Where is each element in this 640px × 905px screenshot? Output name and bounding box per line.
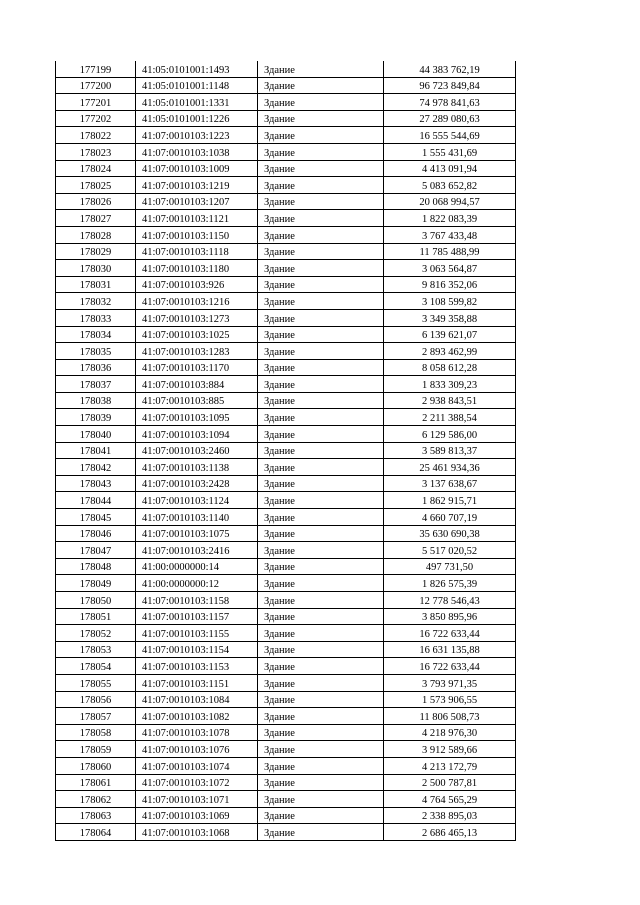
cadastral-number-cell: 41:05:0101001:1226 — [136, 110, 258, 127]
row-number-cell: 178032 — [56, 293, 136, 310]
cadastral-number-cell: 41:07:0010103:2428 — [136, 475, 258, 492]
cadastral-value-cell: 96 723 849,84 — [384, 77, 516, 94]
cadastral-value-cell: 4 413 091,94 — [384, 160, 516, 177]
cadastral-value-cell: 1 826 575,39 — [384, 575, 516, 592]
object-type-cell: Здание — [258, 741, 384, 758]
cadastral-number-cell: 41:00:0000000:14 — [136, 558, 258, 575]
object-type-cell: Здание — [258, 492, 384, 509]
row-number-cell: 177199 — [56, 61, 136, 77]
object-type-cell: Здание — [258, 774, 384, 791]
object-type-cell: Здание — [258, 343, 384, 360]
table-row — [56, 542, 516, 559]
object-type-cell: Здание — [258, 110, 384, 127]
object-type-cell: Здание — [258, 658, 384, 675]
cadastral-number-cell: 41:05:0101001:1493 — [136, 61, 258, 77]
cadastral-number-cell: 41:07:0010103:1076 — [136, 741, 258, 758]
table-row — [56, 343, 516, 360]
cadastral-value-cell: 3 137 638,67 — [384, 475, 516, 492]
cadastral-value-cell: 3 850 895,96 — [384, 608, 516, 625]
table-row — [56, 160, 516, 177]
object-type-cell: Здание — [258, 210, 384, 227]
table-row — [56, 774, 516, 791]
cadastral-value-cell: 2 938 843,51 — [384, 392, 516, 409]
table-row — [56, 193, 516, 210]
row-number-cell: 177201 — [56, 94, 136, 111]
object-type-cell: Здание — [258, 359, 384, 376]
table-row — [56, 658, 516, 675]
object-type-cell: Здание — [258, 293, 384, 310]
object-type-cell: Здание — [258, 691, 384, 708]
row-number-cell: 178063 — [56, 807, 136, 824]
cadastral-value-cell: 74 978 841,63 — [384, 94, 516, 111]
row-number-cell: 178061 — [56, 774, 136, 791]
row-number-cell: 178022 — [56, 127, 136, 144]
object-type-cell: Здание — [258, 558, 384, 575]
table-row — [56, 442, 516, 459]
row-number-cell: 178044 — [56, 492, 136, 509]
row-number-cell: 178041 — [56, 442, 136, 459]
cadastral-value-cell: 9 816 352,06 — [384, 276, 516, 293]
cadastral-value-table — [55, 61, 516, 841]
cadastral-number-cell: 41:07:0010103:1216 — [136, 293, 258, 310]
object-type-cell: Здание — [258, 708, 384, 725]
row-number-cell: 178062 — [56, 791, 136, 808]
row-number-cell: 178029 — [56, 243, 136, 260]
cadastral-value-cell: 5 083 652,82 — [384, 177, 516, 194]
row-number-cell: 178033 — [56, 309, 136, 326]
row-number-cell: 178056 — [56, 691, 136, 708]
table-row — [56, 509, 516, 526]
row-number-cell: 178042 — [56, 459, 136, 476]
table-row — [56, 741, 516, 758]
object-type-cell: Здание — [258, 608, 384, 625]
cadastral-number-cell: 41:07:0010103:1219 — [136, 177, 258, 194]
row-number-cell: 177202 — [56, 110, 136, 127]
cadastral-value-cell: 1 555 431,69 — [384, 143, 516, 160]
row-number-cell: 178046 — [56, 525, 136, 542]
cadastral-value-cell: 16 722 633,44 — [384, 658, 516, 675]
table-row — [56, 708, 516, 725]
object-type-cell: Здание — [258, 592, 384, 609]
cadastral-number-cell: 41:07:0010103:1151 — [136, 674, 258, 691]
row-number-cell: 178049 — [56, 575, 136, 592]
table-row — [56, 641, 516, 658]
row-number-cell: 178064 — [56, 824, 136, 841]
cadastral-number-cell: 41:07:0010103:1155 — [136, 625, 258, 642]
cadastral-number-cell: 41:07:0010103:885 — [136, 392, 258, 409]
cadastral-number-cell: 41:07:0010103:1207 — [136, 193, 258, 210]
cadastral-number-cell: 41:07:0010103:1071 — [136, 791, 258, 808]
cadastral-number-cell: 41:07:0010103:1084 — [136, 691, 258, 708]
cadastral-value-cell: 35 630 690,38 — [384, 525, 516, 542]
cadastral-number-cell: 41:07:0010103:1038 — [136, 143, 258, 160]
object-type-cell: Здание — [258, 824, 384, 841]
table-row — [56, 807, 516, 824]
cadastral-value-cell: 3 912 589,66 — [384, 741, 516, 758]
cadastral-number-cell: 41:07:0010103:884 — [136, 376, 258, 393]
cadastral-number-cell: 41:07:0010103:1154 — [136, 641, 258, 658]
cadastral-value-cell: 16 631 135,88 — [384, 641, 516, 658]
table-row — [56, 359, 516, 376]
object-type-cell: Здание — [258, 409, 384, 426]
row-number-cell: 178048 — [56, 558, 136, 575]
row-number-cell: 178023 — [56, 143, 136, 160]
cadastral-value-cell: 3 793 971,35 — [384, 674, 516, 691]
table-row — [56, 592, 516, 609]
row-number-cell: 178037 — [56, 376, 136, 393]
cadastral-value-cell: 5 517 020,52 — [384, 542, 516, 559]
object-type-cell: Здание — [258, 575, 384, 592]
row-number-cell: 178039 — [56, 409, 136, 426]
object-type-cell: Здание — [258, 326, 384, 343]
cadastral-number-cell: 41:07:0010103:1157 — [136, 608, 258, 625]
object-type-cell: Здание — [258, 243, 384, 260]
object-type-cell: Здание — [258, 791, 384, 808]
cadastral-value-cell: 2 338 895,03 — [384, 807, 516, 824]
cadastral-value-cell: 11 806 508,73 — [384, 708, 516, 725]
table-row — [56, 475, 516, 492]
cadastral-number-cell: 41:07:0010103:1223 — [136, 127, 258, 144]
cadastral-value-cell: 20 068 994,57 — [384, 193, 516, 210]
cadastral-value-cell: 11 785 488,99 — [384, 243, 516, 260]
table-row — [56, 143, 516, 160]
object-type-cell: Здание — [258, 807, 384, 824]
object-type-cell: Здание — [258, 94, 384, 111]
cadastral-value-cell: 4 218 976,30 — [384, 724, 516, 741]
table-row — [56, 226, 516, 243]
cadastral-number-cell: 41:07:0010103:1150 — [136, 226, 258, 243]
table-row — [56, 426, 516, 443]
object-type-cell: Здание — [258, 392, 384, 409]
table-row — [56, 724, 516, 741]
row-number-cell: 178051 — [56, 608, 136, 625]
cadastral-number-cell: 41:07:0010103:1095 — [136, 409, 258, 426]
cadastral-number-cell: 41:07:0010103:1082 — [136, 708, 258, 725]
object-type-cell: Здание — [258, 77, 384, 94]
table-row — [56, 210, 516, 227]
object-type-cell: Здание — [258, 475, 384, 492]
cadastral-value-cell: 2 893 462,99 — [384, 343, 516, 360]
object-type-cell: Здание — [258, 309, 384, 326]
row-number-cell: 178030 — [56, 260, 136, 277]
cadastral-value-cell: 6 139 621,07 — [384, 326, 516, 343]
object-type-cell: Здание — [258, 160, 384, 177]
cadastral-value-cell: 25 461 934,36 — [384, 459, 516, 476]
cadastral-value-cell: 44 383 762,19 — [384, 61, 516, 77]
cadastral-value-cell: 6 129 586,00 — [384, 426, 516, 443]
cadastral-number-cell: 41:05:0101001:1331 — [136, 94, 258, 111]
object-type-cell: Здание — [258, 459, 384, 476]
cadastral-value-cell: 1 833 309,23 — [384, 376, 516, 393]
cadastral-value-cell: 12 778 546,43 — [384, 592, 516, 609]
object-type-cell: Здание — [258, 143, 384, 160]
cadastral-number-cell: 41:07:0010103:1072 — [136, 774, 258, 791]
object-type-cell: Здание — [258, 376, 384, 393]
cadastral-value-cell: 2 211 388,54 — [384, 409, 516, 426]
cadastral-number-cell: 41:07:0010103:1283 — [136, 343, 258, 360]
cadastral-value-cell: 3 063 564,87 — [384, 260, 516, 277]
cadastral-number-cell: 41:07:0010103:1074 — [136, 757, 258, 774]
cadastral-number-cell: 41:07:0010103:1158 — [136, 592, 258, 609]
row-number-cell: 178045 — [56, 509, 136, 526]
cadastral-number-cell: 41:07:0010103:1138 — [136, 459, 258, 476]
table-row — [56, 625, 516, 642]
table-row — [56, 459, 516, 476]
object-type-cell: Здание — [258, 509, 384, 526]
cadastral-value-cell: 497 731,50 — [384, 558, 516, 575]
object-type-cell: Здание — [258, 127, 384, 144]
object-type-cell: Здание — [258, 260, 384, 277]
table-row — [56, 791, 516, 808]
cadastral-number-cell: 41:07:0010103:1124 — [136, 492, 258, 509]
table-row — [56, 260, 516, 277]
cadastral-number-cell: 41:00:0000000:12 — [136, 575, 258, 592]
object-type-cell: Здание — [258, 641, 384, 658]
table-row — [56, 326, 516, 343]
object-type-cell: Здание — [258, 276, 384, 293]
cadastral-number-cell: 41:05:0101001:1148 — [136, 77, 258, 94]
table-row — [56, 691, 516, 708]
table-row — [56, 110, 516, 127]
table-row — [56, 392, 516, 409]
cadastral-number-cell: 41:07:0010103:1121 — [136, 210, 258, 227]
cadastral-value-cell: 1 822 083,39 — [384, 210, 516, 227]
table-row — [56, 61, 516, 77]
table-row — [56, 757, 516, 774]
cadastral-number-cell: 41:07:0010103:1068 — [136, 824, 258, 841]
row-number-cell: 178034 — [56, 326, 136, 343]
cadastral-number-cell: 41:07:0010103:1009 — [136, 160, 258, 177]
cadastral-number-cell: 41:07:0010103:1170 — [136, 359, 258, 376]
cadastral-value-cell: 3 108 599,82 — [384, 293, 516, 310]
cadastral-value-cell: 3 767 433,48 — [384, 226, 516, 243]
cadastral-number-cell: 41:07:0010103:1094 — [136, 426, 258, 443]
cadastral-number-cell: 41:07:0010103:1075 — [136, 525, 258, 542]
object-type-cell: Здание — [258, 674, 384, 691]
table-row — [56, 492, 516, 509]
row-number-cell: 178026 — [56, 193, 136, 210]
row-number-cell: 178038 — [56, 392, 136, 409]
cadastral-number-cell: 41:07:0010103:2460 — [136, 442, 258, 459]
table-row — [56, 608, 516, 625]
object-type-cell: Здание — [258, 426, 384, 443]
cadastral-number-cell: 41:07:0010103:2416 — [136, 542, 258, 559]
cadastral-number-cell: 41:07:0010103:1025 — [136, 326, 258, 343]
cadastral-value-cell: 2 686 465,13 — [384, 824, 516, 841]
cadastral-value-cell: 4 764 565,29 — [384, 791, 516, 808]
object-type-cell: Здание — [258, 525, 384, 542]
object-type-cell: Здание — [258, 226, 384, 243]
cadastral-value-cell: 3 589 813,37 — [384, 442, 516, 459]
table-row — [56, 674, 516, 691]
table-row — [56, 409, 516, 426]
cadastral-number-cell: 41:07:0010103:1153 — [136, 658, 258, 675]
table-row — [56, 376, 516, 393]
cadastral-number-cell: 41:07:0010103:1118 — [136, 243, 258, 260]
row-number-cell: 178040 — [56, 426, 136, 443]
cadastral-value-cell: 16 555 544,69 — [384, 127, 516, 144]
object-type-cell: Здание — [258, 177, 384, 194]
row-number-cell: 178055 — [56, 674, 136, 691]
cadastral-number-cell: 41:07:0010103:1140 — [136, 509, 258, 526]
table-row — [56, 293, 516, 310]
table-row — [56, 177, 516, 194]
table-body — [56, 61, 516, 840]
cadastral-number-cell: 41:07:0010103:1078 — [136, 724, 258, 741]
row-number-cell: 178053 — [56, 641, 136, 658]
row-number-cell: 178028 — [56, 226, 136, 243]
object-type-cell: Здание — [258, 193, 384, 210]
object-type-cell: Здание — [258, 757, 384, 774]
table-row — [56, 127, 516, 144]
row-number-cell: 178060 — [56, 757, 136, 774]
cadastral-value-cell: 4 213 172,79 — [384, 757, 516, 774]
cadastral-value-cell: 4 660 707,19 — [384, 509, 516, 526]
row-number-cell: 178052 — [56, 625, 136, 642]
table-row — [56, 525, 516, 542]
table-row — [56, 94, 516, 111]
cadastral-value-cell: 8 058 612,28 — [384, 359, 516, 376]
object-type-cell: Здание — [258, 542, 384, 559]
row-number-cell: 178027 — [56, 210, 136, 227]
object-type-cell: Здание — [258, 61, 384, 77]
cadastral-value-cell: 16 722 633,44 — [384, 625, 516, 642]
table-row — [56, 243, 516, 260]
row-number-cell: 178043 — [56, 475, 136, 492]
object-type-cell: Здание — [258, 442, 384, 459]
cadastral-value-cell: 3 349 358,88 — [384, 309, 516, 326]
table-row — [56, 558, 516, 575]
cadastral-number-cell: 41:07:0010103:926 — [136, 276, 258, 293]
table-row — [56, 309, 516, 326]
table-row — [56, 77, 516, 94]
row-number-cell: 178024 — [56, 160, 136, 177]
table-row — [56, 575, 516, 592]
row-number-cell: 178057 — [56, 708, 136, 725]
row-number-cell: 178054 — [56, 658, 136, 675]
object-type-cell: Здание — [258, 724, 384, 741]
row-number-cell: 178050 — [56, 592, 136, 609]
object-type-cell: Здание — [258, 625, 384, 642]
table-row — [56, 276, 516, 293]
row-number-cell: 178058 — [56, 724, 136, 741]
row-number-cell: 178036 — [56, 359, 136, 376]
row-number-cell: 178025 — [56, 177, 136, 194]
cadastral-number-cell: 41:07:0010103:1273 — [136, 309, 258, 326]
cadastral-value-cell: 27 289 080,63 — [384, 110, 516, 127]
row-number-cell: 177200 — [56, 77, 136, 94]
cadastral-value-cell: 1 573 906,55 — [384, 691, 516, 708]
cadastral-number-cell: 41:07:0010103:1180 — [136, 260, 258, 277]
row-number-cell: 178047 — [56, 542, 136, 559]
row-number-cell: 178031 — [56, 276, 136, 293]
cadastral-value-cell: 1 862 915,71 — [384, 492, 516, 509]
table-row — [56, 824, 516, 841]
row-number-cell: 178035 — [56, 343, 136, 360]
cadastral-value-cell: 2 500 787,81 — [384, 774, 516, 791]
row-number-cell: 178059 — [56, 741, 136, 758]
cadastral-number-cell: 41:07:0010103:1069 — [136, 807, 258, 824]
